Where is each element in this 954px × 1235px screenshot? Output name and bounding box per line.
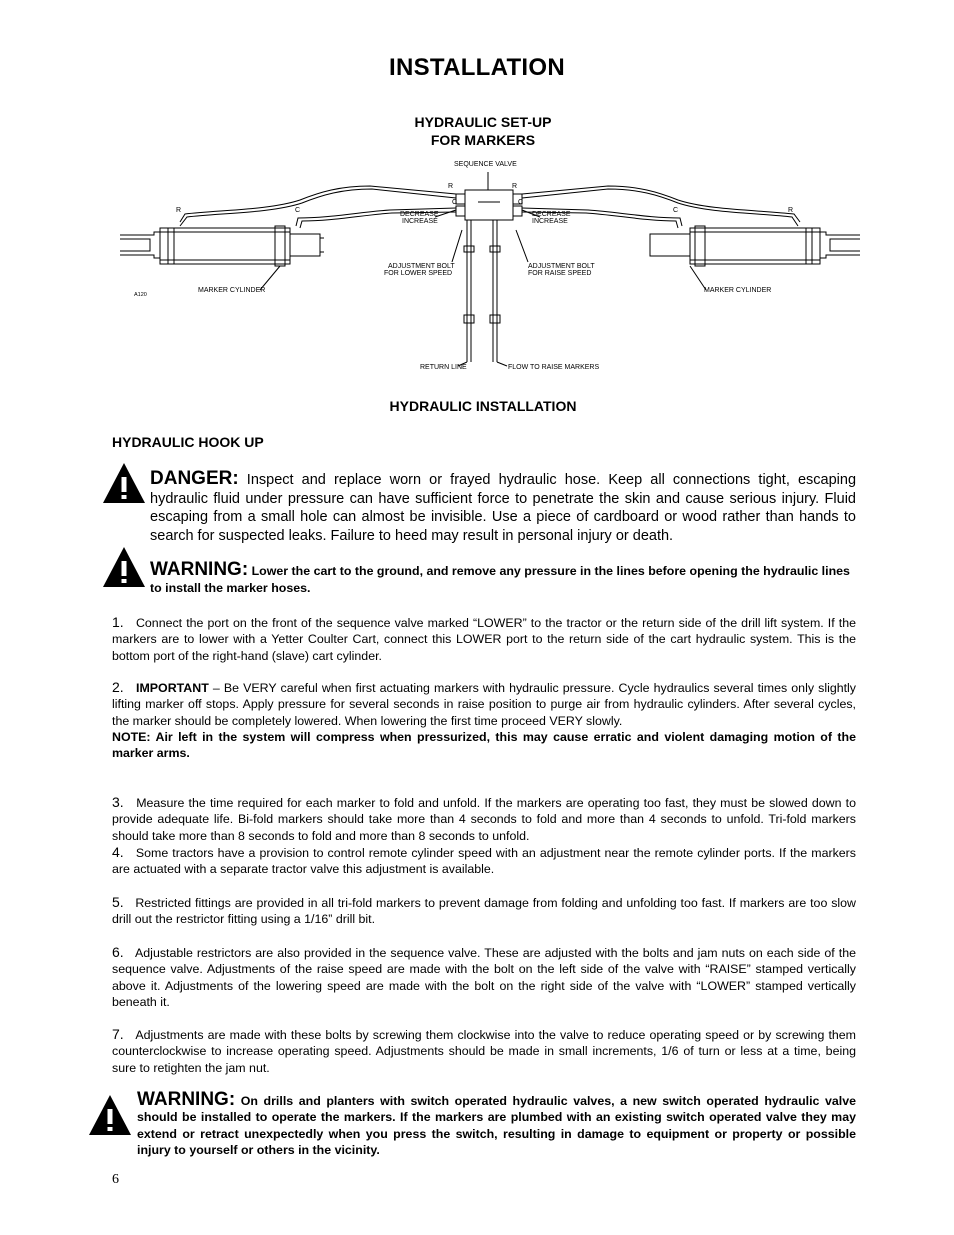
- label-adj-lower-2: FOR LOWER SPEED: [384, 270, 453, 277]
- step-text: Restricted fittings are provided in all tri-fold markers to prevent damage from folding and unfolding too fast. If markers are too slow drill out the restrictor fitting using a 1/16” drill bit.: [112, 896, 857, 927]
- label-c-left-outer: C: [295, 207, 301, 214]
- label-increase-left: INCREASE: [402, 218, 438, 225]
- step-1: [112, 614, 856, 664]
- label-marker-cylinder-left: MARKER CYLINDER: [198, 287, 266, 294]
- step-number: 2.: [112, 679, 124, 695]
- right-clevis: [820, 232, 860, 258]
- return-line: [467, 220, 471, 362]
- step-text: Some tractors have a provision to control remote cylinder speed with an adjustment near the remote cylinder ports. If the markers are actuated with a separate tractor valve this adjustment is available.: [112, 846, 856, 877]
- step-number: 7.: [112, 1026, 124, 1042]
- warning1-text: Lower the cart to the ground, and remove any pressure in the lines before opening the hydraulic lines to install the marker hoses.: [150, 564, 850, 595]
- step-3: [112, 794, 856, 844]
- step-number: 3.: [112, 794, 124, 810]
- label-r-right-outer: R: [788, 207, 794, 214]
- step-number: 4.: [112, 844, 124, 860]
- warning2-block: [112, 1089, 856, 1159]
- step-7: [112, 1026, 856, 1076]
- danger-label: DANGER:: [150, 468, 239, 489]
- step-number: 5.: [112, 894, 124, 910]
- label-c-right-outer: C: [673, 207, 679, 214]
- step-5: [112, 894, 856, 928]
- page-number: 6: [112, 1172, 119, 1187]
- note-label: NOTE: [112, 729, 147, 744]
- flow-line: [493, 220, 497, 362]
- danger-block: [112, 470, 856, 545]
- step-number: 6.: [112, 944, 124, 960]
- step-text: Adjustments are made with these bolts by screwing them clockwise into the valve to reduce operating speed or by screwing them counterclockwise to increase operating speed. Adjustments should be made in small increments, 1/6 of turn or less at a time, being sure to retighten the jam nut.: [112, 1028, 856, 1075]
- label-marker-cylinder-right: MARKER CYLINDER: [704, 287, 772, 294]
- label-adj-raise-2: FOR RAISE SPEED: [528, 270, 592, 277]
- label-increase-right: INCREASE: [532, 218, 568, 225]
- hydraulic-diagram: [110, 150, 870, 380]
- label-r-left-outer: R: [176, 207, 182, 214]
- label-adj-lower-1: ADJUSTMENT BOLT: [388, 263, 455, 270]
- step-text: Adjustable restrictors are also provided in the sequence valve. These are adjusted with the bolts and jam nuts on each side of the sequence valve. Adjustments of the raise speed are made with the bolt on the left side of the valve with “RAISE” stamped vertically above it. Adjustments of the lowering speed are made with the bolt on the right side of the valve with “LOWER” stamped vertically beneath it.: [112, 946, 856, 1009]
- step-text: Connect the port on the front of the sequence valve marked “LOWER” to the tractor or the return side of the drill lift system. If the markers are to lower with a Yetter Coulter Cart, connect this LOWER port to the return side of the cart hydraulic system. This is the bottom port of the right-hand (slave) cart cylinder.: [112, 616, 856, 663]
- step-4: [112, 844, 856, 878]
- warning2-text: On drills and planters with switch operated hydraulic valves, a new switch operated hydraulic valve should be installed to operate the markers. If the markers are plumbed with an existing switch operated valve they may extend or retract unexpectedly when you press the switch, resulting in damage to equipment or property or possible injury to yourself or others in the vicinity.: [137, 1094, 856, 1158]
- label-decrease-right: DECREASE: [532, 211, 571, 218]
- label-r-right-inner: R: [512, 183, 518, 190]
- left-cylinder-body: [160, 228, 290, 264]
- label-flow-raise: FLOW TO RAISE MARKERS: [508, 364, 600, 371]
- diagram-title-line2: FOR MARKERS: [430, 132, 536, 148]
- label-return-line: RETURN LINE: [420, 364, 467, 371]
- page-title: INSTALLATION: [388, 54, 566, 81]
- step-text: – Be VERY careful when first actuating markers with hydraulic pressure. Cycle hydraulics several times only slightly lifting marker off stops. Apply pressure for several seconds in raise position to purge air from hydraulic cylinders. After several cycles, the marker should be completely lowered. When lowering the first time proceed VERY slowly.: [112, 681, 857, 728]
- step-text: Measure the time required for each marker to fold and unfold. If the markers are operating too fast, they must be slowed down to provide adequate life. Bi-fold markers should take more than 4 seconds to fold and more than 4 seconds to unfold. Tri-fold markers should take more than 8 seconds to fold and more than 8 seconds to unfold.: [112, 796, 856, 843]
- step-number: 1.: [112, 614, 124, 630]
- sub-heading: HYDRAULIC HOOK UP: [112, 434, 264, 450]
- label-c-right-inner: C: [518, 199, 524, 206]
- left-clevis: [120, 232, 160, 258]
- step-important-label: IMPORTANT: [136, 681, 209, 695]
- step-6: [112, 944, 856, 1010]
- warning1-block: [112, 561, 856, 597]
- label-decrease-left: DECREASE: [400, 211, 439, 218]
- step-2: [112, 679, 856, 761]
- right-cylinder-body: [690, 228, 820, 264]
- warning1-label: WARNING:: [150, 559, 249, 580]
- label-drawing-number: A120: [134, 292, 147, 298]
- danger-text: Inspect and replace worn or frayed hydraulic hose. Keep all connections tight, escaping hydraulic fluid under pressure can have sufficient force to penetrate the skin and cause serious injury. Fluid escaping from a small hole can almost be invisible. Use a piece of cardboard or wood rather than hands to search for suspected leaks. Failure to heed may result in personal injury or death.: [150, 472, 857, 544]
- sequence-valve-body: [465, 190, 513, 220]
- label-sequence-valve: SEQUENCE VALVE: [454, 161, 517, 168]
- label-adj-raise-1: ADJUSTMENT BOLT: [528, 263, 595, 270]
- label-c-left-inner: C: [452, 199, 458, 206]
- diagram-title-line1: HYDRAULIC SET-UP: [414, 114, 552, 130]
- label-r-left-inner: R: [448, 183, 454, 190]
- note-text: : Air left in the system will compress when pressurized, this may cause erratic and violent damaging motion of the marker arms.: [112, 729, 856, 761]
- warning2-label: WARNING:: [137, 1089, 236, 1110]
- section-heading: HYDRAULIC INSTALLATION: [389, 398, 577, 414]
